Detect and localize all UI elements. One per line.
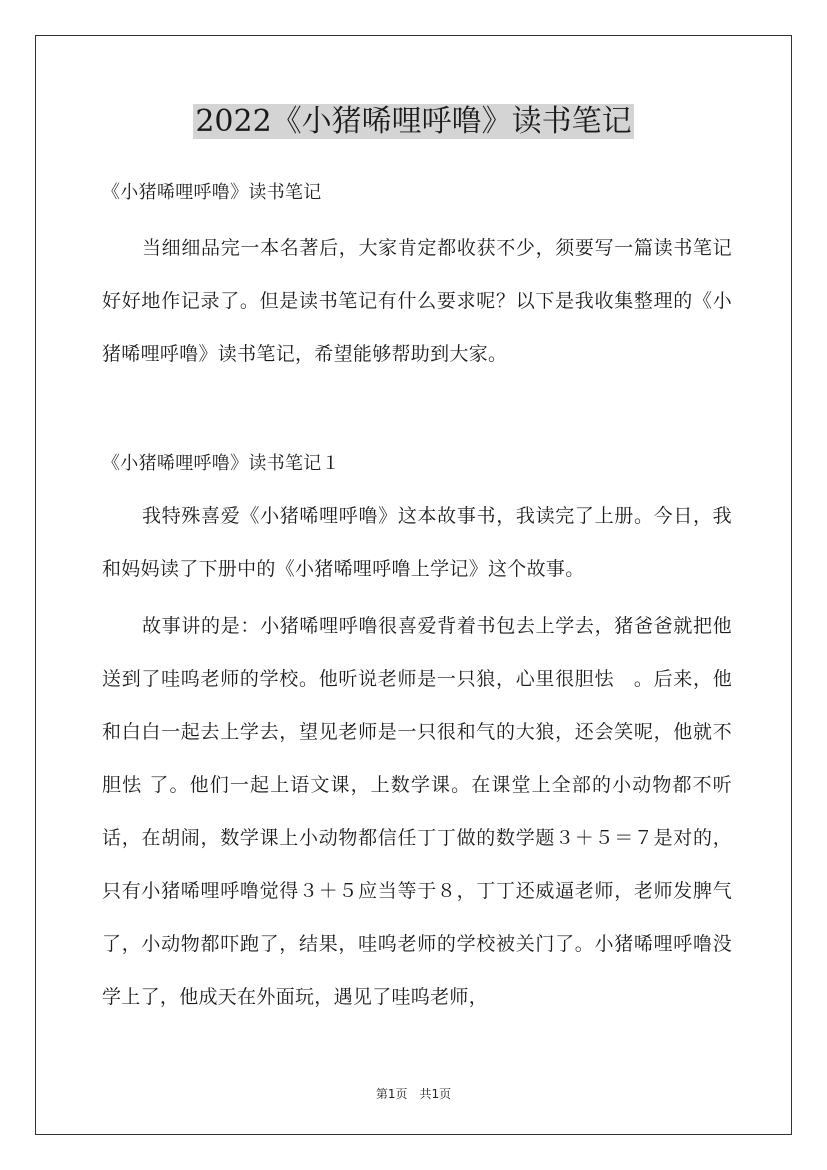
section1-paragraph-2: 故事讲的是：小猪唏哩呼噜很喜爱背着书包去上学去，猪爸爸就把他送到了哇呜老师的学校。他听说老师是一只狼，心里很胆怯 。后来，他和白白一起去上学去，望见老师是一只很和气的大狼，还会笑呢，他就不胆怯 了。他们一起上语文课，上数学课。在课堂上全部的小动物都不听话，在胡闹，数学课上小动物都信任丁丁做的数学题３＋５＝７是对的，只有小猪唏哩呼噜觉得３＋５应当等于８，丁丁还威逼老师，老师发脾气了，小动物都吓跑了，结果，哇呜老师的学校被关门了。小猪唏哩呼噜没学上了，他成天在外面玩，遇见了哇呜老师， [102,615,732,1008]
document-subtitle: 《小猪唏哩呼噜》读书笔记 [102,182,322,203]
document-title-text: 2022《小猪唏哩呼噜》读书笔记 [195,104,632,139]
intro-paragraph: 当细细品完一本名著后，大家肯定都收获不少，须要写一篇读书笔记好好地作记录了。但是读书笔记有什么要求呢？以下是我收集整理的《小猪唏哩呼噜》读书笔记，希望能够帮助到大家。 [102,237,732,365]
page-number-footer: 第1页 共1页 [375,1087,452,1101]
document-title [0,100,827,144]
section1-paragraph-1: 我特殊喜爱《小猪唏哩呼噜》这本故事书，我读完了上册。今日，我和妈妈读了下册中的《小猪唏哩呼噜上学记》这个故事。 [102,505,732,580]
section-heading-1: 《小猪唏哩呼噜》读书笔记１ [102,453,340,474]
